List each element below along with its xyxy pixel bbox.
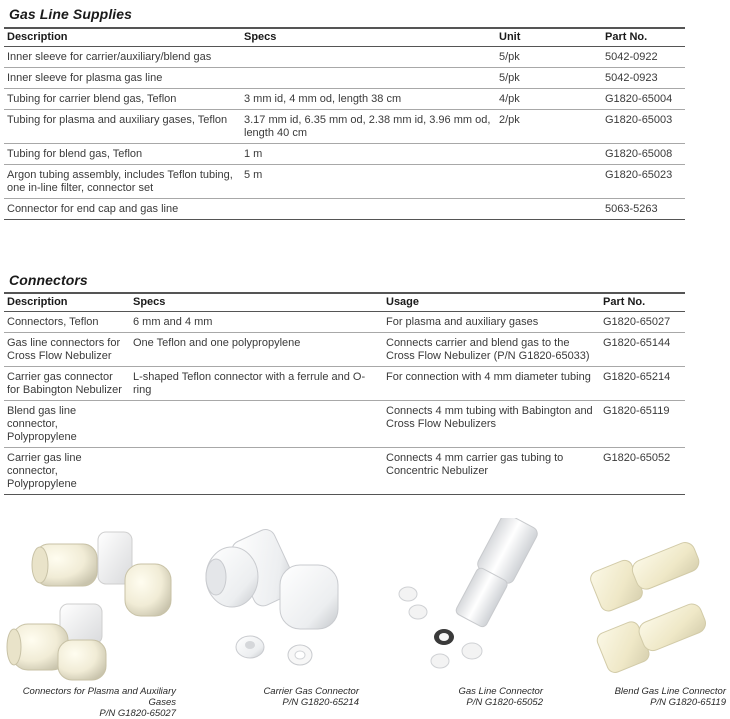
column-header-part-no: Part No. [600, 293, 685, 312]
table-row [4, 110, 685, 144]
caption-product-name: Gas Line Connector [458, 686, 543, 697]
cell-part-no: G1820-65027 [600, 312, 685, 333]
table-row [4, 401, 685, 448]
cell-part-no: G1820-65214 [600, 367, 685, 401]
table-header-row [4, 293, 685, 312]
connectors-table [4, 292, 685, 495]
carrier-gas-connector-photo [188, 515, 363, 680]
cell-description: Tubing for blend gas, Teflon [4, 144, 241, 165]
cell-unit: 4/pk [496, 89, 602, 110]
caption-part-number: P/N G1820-65052 [466, 697, 543, 708]
blend-gas-line-connector-photo [578, 512, 728, 682]
cell-usage: Connects 4 mm carrier gas tubing to Concentric Nebulizer [383, 448, 600, 495]
table-header-row [4, 28, 685, 47]
table-row [4, 47, 685, 68]
cell-specs [130, 401, 383, 448]
plasma-auxiliary-connectors-photo [0, 512, 185, 684]
cell-usage: For connection with 4 mm diameter tubing [383, 367, 600, 401]
cell-part-no: G1820-65008 [602, 144, 685, 165]
table-row [4, 333, 685, 367]
column-header-description: Description [4, 28, 241, 47]
table-row [4, 68, 685, 89]
caption-part-number: P/N G1820-65119 [650, 697, 726, 708]
cell-specs [241, 68, 496, 89]
gas-line-connector-photo [382, 518, 557, 678]
column-header-usage: Usage [383, 293, 600, 312]
cell-part-no: G1820-65119 [600, 401, 685, 448]
cell-unit: 5/pk [496, 47, 602, 68]
caption-part-number: P/N G1820-65027 [99, 708, 176, 719]
cell-description: Carrier gas line connector, Polypropylene [4, 448, 130, 495]
cell-part-no: 5063-5263 [602, 199, 685, 220]
cell-part-no: G1820-65144 [600, 333, 685, 367]
cell-unit [496, 144, 602, 165]
table-row [4, 165, 685, 199]
cell-specs [130, 448, 383, 495]
caption-product-name: Blend Gas Line Connector [614, 686, 726, 697]
photo-caption [0, 686, 176, 719]
cell-specs: 6 mm and 4 mm [130, 312, 383, 333]
cell-specs [241, 199, 496, 220]
cell-specs: 5 m [241, 165, 496, 199]
cell-unit: 2/pk [496, 110, 602, 144]
column-header-description: Description [4, 293, 130, 312]
cell-part-no: G1820-65003 [602, 110, 685, 144]
table-row [4, 144, 685, 165]
photo-caption [263, 686, 359, 708]
cell-unit [496, 199, 602, 220]
cell-specs: 1 m [241, 144, 496, 165]
gas-line-supplies-title: Gas Line Supplies [9, 6, 133, 22]
table-row [4, 199, 685, 220]
column-header-specs: Specs [130, 293, 383, 312]
column-header-specs: Specs [241, 28, 496, 47]
cell-part-no: 5042-0922 [602, 47, 685, 68]
cell-description: Inner sleeve for carrier/auxiliary/blend gas [4, 47, 241, 68]
cell-specs: One Teflon and one polypropylene [130, 333, 383, 367]
cell-description: Carrier gas connector for Babington Nebulizer [4, 367, 130, 401]
caption-part-number: P/N G1820-65214 [282, 697, 359, 708]
gas-line-supplies-table [4, 27, 685, 220]
cell-unit [496, 165, 602, 199]
cell-description: Blend gas line connector, Polypropylene [4, 401, 130, 448]
cell-specs [241, 47, 496, 68]
cell-usage: Connects carrier and blend gas to the Cross Flow Nebulizer (P/N G1820-65033) [383, 333, 600, 367]
cell-description: Argon tubing assembly, includes Teflon tubing, one in-line filter, connector set [4, 165, 241, 199]
cell-description: Tubing for plasma and auxiliary gases, Teflon [4, 110, 241, 144]
caption-product-name: Carrier Gas Connector [263, 686, 359, 697]
cell-specs: 3 mm id, 4 mm od, length 38 cm [241, 89, 496, 110]
table-row [4, 89, 685, 110]
cell-usage: Connects 4 mm tubing with Babington and Cross Flow Nebulizers [383, 401, 600, 448]
photo-caption [615, 686, 726, 708]
cell-part-no: 5042-0923 [602, 68, 685, 89]
cell-usage: For plasma and auxiliary gases [383, 312, 600, 333]
photo-caption [459, 686, 544, 708]
cell-description: Inner sleeve for plasma gas line [4, 68, 241, 89]
cell-description: Gas line connectors for Cross Flow Nebulizer [4, 333, 130, 367]
cell-part-no: G1820-65052 [600, 448, 685, 495]
cell-part-no: G1820-65004 [602, 89, 685, 110]
cell-specs: L-shaped Teflon connector with a ferrule and O-ring [130, 367, 383, 401]
cell-description: Tubing for carrier blend gas, Teflon [4, 89, 241, 110]
cell-part-no: G1820-65023 [602, 165, 685, 199]
cell-specs: 3.17 mm id, 6.35 mm od, 2.38 mm id, 3.96 mm od, length 40 cm [241, 110, 496, 144]
cell-unit: 5/pk [496, 68, 602, 89]
table-row [4, 367, 685, 401]
cell-description: Connectors, Teflon [4, 312, 130, 333]
column-header-part-no: Part No. [602, 28, 685, 47]
column-header-unit: Unit [496, 28, 602, 47]
table-row [4, 312, 685, 333]
connectors-title: Connectors [9, 272, 88, 288]
cell-description: Connector for end cap and gas line [4, 199, 241, 220]
table-row [4, 448, 685, 495]
caption-product-name: Connectors for Plasma and Auxiliary Gases [22, 686, 176, 708]
